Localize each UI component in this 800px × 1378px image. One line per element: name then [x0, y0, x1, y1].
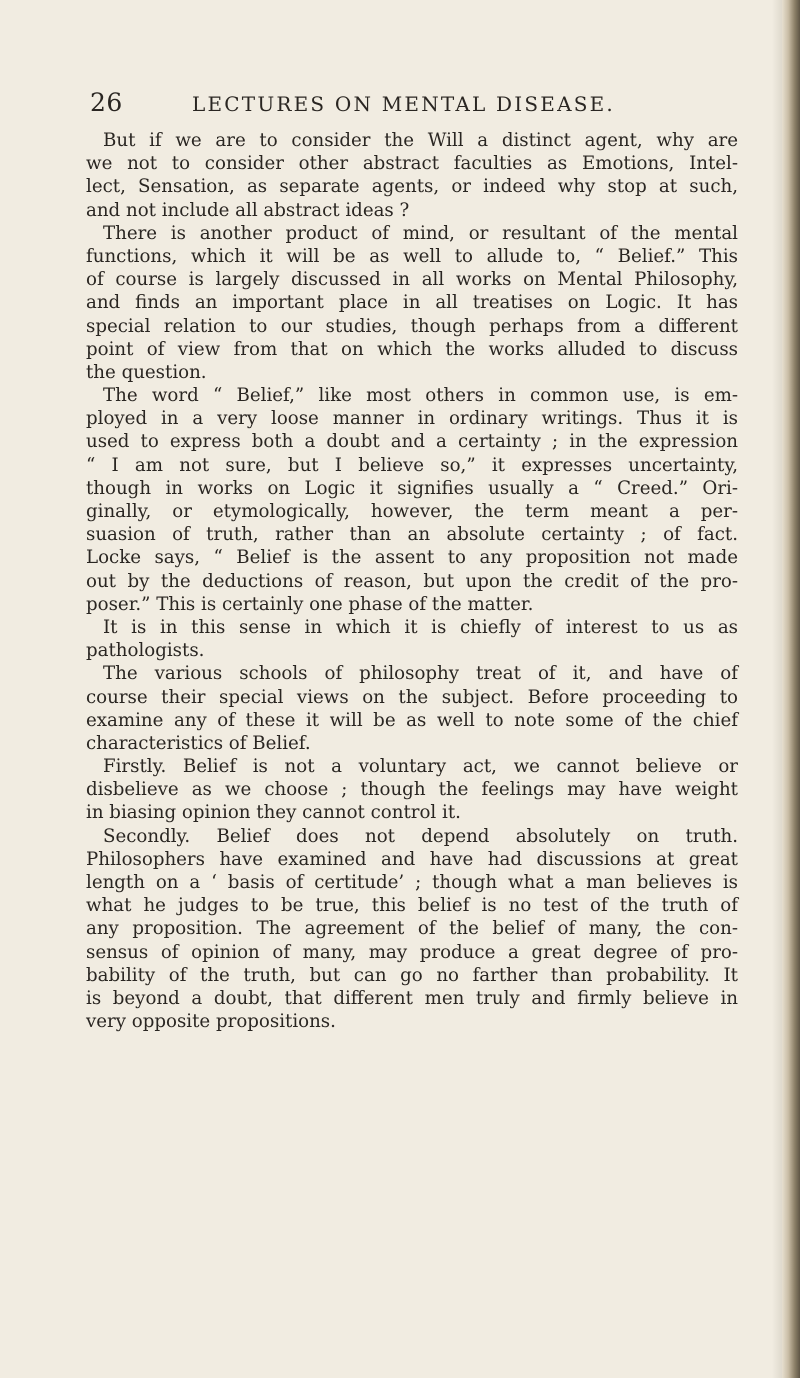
text-line: But if we are to consider the Will a distinct agent, why are [103, 130, 738, 151]
text-line: suasion of truth, rather than an absolute certainty ; of fact. [86, 524, 738, 546]
text-line: lect, Sensation, as separate agents, or indeed why stop at such, [86, 176, 738, 198]
text-line: very opposite propositions. [86, 1011, 336, 1033]
text-line: The word “ Belief,” like most others in common use, is em- [103, 385, 738, 407]
text-line: Locke says, “ Belief is the assent to any proposition not made [86, 547, 738, 569]
text-line: Philosophers have examined and have had discussions at great [86, 848, 738, 870]
text-line: in biasing opinion they cannot control it. [86, 802, 461, 824]
text-line: ginally, or etymologically, however, the term meant a per- [86, 501, 738, 522]
text-line: Secondly. Belief does not depend absolutely on truth. [103, 825, 738, 847]
page-binding-shadow [772, 0, 782, 1378]
text-line: There is another product of mind, or resultant of the mental [103, 222, 738, 244]
text-line: special relation to our studies, though perhaps from a different [86, 315, 738, 337]
text-line: sensus of opinion of many, may produce a great degree of pro- [86, 941, 738, 963]
text-line: point of view from that on which the works alluded to discuss [86, 338, 738, 360]
body-text [86, 129, 738, 1033]
text-line: bability of the truth, but can go no farther than probability. It [86, 964, 738, 986]
text-line: out by the deductions of reason, but upon the credit of the pro- [86, 570, 738, 592]
page-edge [782, 0, 800, 1378]
text-line: what he judges to be true, this belief is no test of the truth of [86, 895, 738, 917]
text-line: Firstly. Belief is not a voluntary act, we cannot believe or [103, 756, 738, 778]
text-line: used to express both a doubt and a certainty ; in the expression [86, 431, 738, 453]
text-line: examine any of these it will be as well to note some of the chief [86, 709, 738, 731]
text-line: ployed in a very loose manner in ordinary writings. Thus it is [86, 408, 738, 430]
running-title: LECTURES ON MENTAL DISEASE. [192, 92, 615, 116]
text-line: we not to consider other abstract faculties as Emotions, Intel- [86, 153, 738, 175]
text-line: pathologists. [86, 640, 205, 662]
running-header [0, 88, 800, 128]
text-line: is beyond a doubt, that different men truly and firmly believe in [86, 987, 738, 1009]
page-number: 26 [90, 88, 123, 117]
text-line: characteristics of Belief. [86, 732, 311, 754]
text-line: and finds an important place in all treatises on Logic. It has [86, 292, 738, 314]
text-line: disbelieve as we choose ; though the feelings may have weight [86, 779, 738, 801]
text-line: course their special views on the subject. Before proceeding to [86, 686, 738, 708]
text-line: “ I am not sure, but I believe so,” it expresses uncertainty, [86, 454, 738, 476]
text-line: poser.” This is certainly one phase of the matter. [86, 593, 534, 615]
text-line: length on a ‘ basis of certitude’ ; though what a man believes is [86, 872, 738, 893]
text-line: It is in this sense in which it is chiefly of interest to us as [103, 616, 738, 638]
text-line: though in works on Logic it signifies usually a “ Creed.” Ori- [86, 477, 738, 499]
text-line: and not include all abstract ideas ? [86, 199, 410, 221]
text-line: The various schools of philosophy treat of it, and have of [103, 663, 738, 685]
text-line: any proposition. The agreement of the belief of many, the con- [86, 918, 738, 940]
text-line: of course is largely discussed in all works on Mental Philosophy, [86, 269, 738, 291]
text-line: functions, which it will be as well to allude to, “ Belief.” This [86, 245, 738, 267]
text-line: the question. [86, 361, 207, 383]
